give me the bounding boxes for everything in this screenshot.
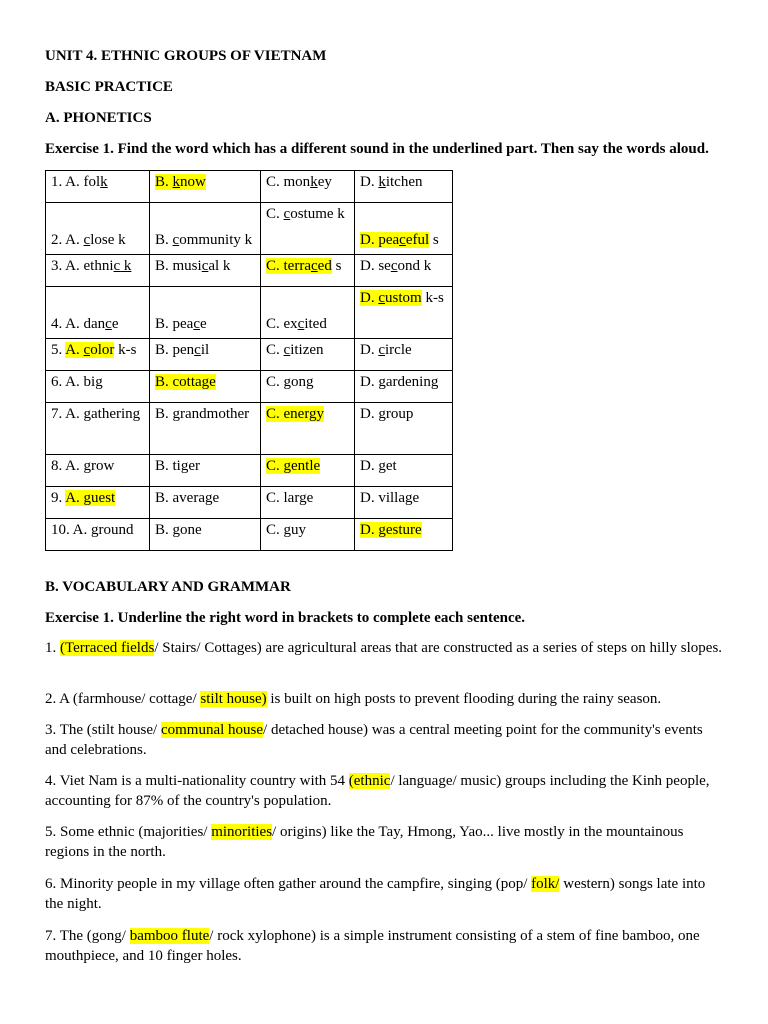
text-run: round bbox=[98, 522, 134, 538]
text-run: C. bbox=[266, 374, 284, 390]
text-run: D. villa bbox=[360, 490, 405, 506]
text-run: e bbox=[200, 316, 207, 332]
option-cell-a bbox=[46, 287, 150, 339]
text-run: il bbox=[200, 342, 210, 358]
text-run: D. bbox=[360, 174, 379, 190]
sentence-item bbox=[45, 874, 725, 914]
text-run: C. bbox=[266, 458, 284, 474]
text-run: g bbox=[378, 374, 386, 390]
option-cell-b bbox=[150, 371, 261, 403]
text-run: B. cotta bbox=[155, 374, 202, 390]
table-row bbox=[46, 255, 453, 287]
text-run: minorities bbox=[211, 824, 273, 840]
text-run: k bbox=[172, 174, 181, 190]
text-run: B. bbox=[155, 232, 173, 248]
text-run: D. bbox=[360, 374, 379, 390]
unit-title: UNIT 4. ETHNIC GROUPS OF VIETNAM bbox=[45, 48, 327, 64]
sentence-item bbox=[45, 689, 725, 709]
text-run: 7. A. bbox=[51, 406, 84, 422]
text-run: entle bbox=[291, 458, 321, 474]
sentence-item bbox=[45, 822, 725, 862]
text-run: g bbox=[378, 406, 386, 422]
sentence-item bbox=[45, 638, 725, 658]
option-cell-d bbox=[355, 519, 453, 551]
option-cell-d bbox=[355, 339, 453, 371]
text-run: olor bbox=[90, 342, 115, 358]
option-cell-d bbox=[355, 287, 453, 339]
text-run: randmother bbox=[180, 406, 250, 422]
text-run: c bbox=[194, 342, 201, 358]
text-run: B. ti bbox=[155, 458, 181, 474]
table-row bbox=[46, 171, 453, 203]
option-cell-a bbox=[46, 203, 150, 255]
text-run: ited bbox=[304, 316, 327, 332]
text-run: k-s bbox=[421, 290, 444, 306]
text-run: c bbox=[83, 342, 91, 358]
text-run: e bbox=[212, 490, 220, 506]
table-row bbox=[46, 519, 453, 551]
option-cell-d bbox=[355, 487, 453, 519]
text-run: g bbox=[378, 458, 386, 474]
practice-heading: BASIC PRACTICE bbox=[45, 79, 173, 95]
option-cell-a bbox=[46, 455, 150, 487]
option-cell-d bbox=[355, 255, 453, 287]
text-run: lose k bbox=[90, 232, 126, 248]
text-run: one bbox=[180, 522, 202, 538]
text-run: e bbox=[412, 490, 420, 506]
text-run: k-s bbox=[114, 342, 137, 358]
text-run: C. ex bbox=[266, 316, 298, 332]
text-run: itchen bbox=[385, 174, 423, 190]
text-run: C. bbox=[266, 342, 284, 358]
text-run: g bbox=[172, 406, 181, 422]
option-cell-b bbox=[150, 255, 261, 287]
text-run: g bbox=[204, 490, 213, 506]
text-run: row bbox=[91, 458, 115, 474]
text-run: g bbox=[83, 490, 92, 506]
text-run: ostume k bbox=[290, 206, 345, 222]
text-run: D. bbox=[360, 342, 379, 358]
option-cell-b bbox=[150, 487, 261, 519]
text-run: D. bbox=[360, 290, 379, 306]
option-cell-c bbox=[261, 171, 355, 203]
text-run: 6. A. bi bbox=[51, 374, 96, 390]
option-cell-c bbox=[261, 203, 355, 255]
text-run: k bbox=[100, 174, 108, 190]
text-run: C. bbox=[266, 522, 284, 538]
exercise-b1-instruction: Exercise 1. Underline the right word in brackets to complete each sentence. bbox=[45, 610, 526, 626]
text-run: (ethnic bbox=[348, 773, 391, 789]
text-run: 5. Some ethnic (majorities/ bbox=[45, 824, 212, 840]
option-cell-c bbox=[261, 371, 355, 403]
text-run: ircle bbox=[385, 342, 412, 358]
text-run: athering bbox=[91, 406, 141, 422]
text-run: B. musi bbox=[155, 258, 202, 274]
text-run: c bbox=[113, 258, 121, 274]
text-run: communal house bbox=[160, 722, 264, 738]
option-cell-b bbox=[150, 519, 261, 551]
text-run: ed bbox=[317, 258, 332, 274]
option-cell-a bbox=[46, 487, 150, 519]
table-row bbox=[46, 203, 453, 255]
text-run: ong bbox=[291, 374, 314, 390]
text-run: c bbox=[105, 316, 112, 332]
text-run: g bbox=[83, 458, 92, 474]
option-cell-d bbox=[355, 371, 453, 403]
option-cell-c bbox=[261, 519, 355, 551]
text-run: s bbox=[429, 232, 439, 248]
text-run: D. bbox=[360, 458, 379, 474]
text-run: / origins) like the Tay, Hmong, Yao... live mostly in the mountainous regions in the north. bbox=[45, 824, 684, 860]
text-run: g bbox=[201, 374, 210, 390]
option-cell-a bbox=[46, 339, 150, 371]
option-cell-a bbox=[46, 403, 150, 455]
text-run: c bbox=[378, 290, 386, 306]
text-run: B. bbox=[155, 174, 173, 190]
text-run: B. pen bbox=[155, 342, 195, 358]
text-run: D. bbox=[360, 522, 379, 538]
text-run: esture bbox=[385, 522, 422, 538]
option-cell-d bbox=[355, 403, 453, 455]
text-run: / detached house) was a central meeting point for the community's events and celebrations. bbox=[45, 722, 703, 758]
text-run: (Terraced fields bbox=[60, 640, 155, 656]
text-run: c bbox=[399, 232, 406, 248]
option-cell-b bbox=[150, 455, 261, 487]
text-run: 3. The (stilt house/ bbox=[45, 722, 161, 738]
text-run: et bbox=[385, 458, 397, 474]
section-a-heading: A. PHONETICS bbox=[45, 110, 152, 126]
exercise-a1-instruction: Exercise 1. Find the word which has a different sound in the underlined part. Then say the words aloud. bbox=[45, 141, 709, 157]
text-run: ond k bbox=[397, 258, 432, 274]
text-run: ardening bbox=[385, 374, 439, 390]
option-cell-c bbox=[261, 403, 355, 455]
option-cell-b bbox=[150, 339, 261, 371]
section-b-heading: B. VOCABULARY AND GRAMMAR bbox=[45, 579, 291, 595]
text-run: g bbox=[283, 374, 292, 390]
text-run: C. mon bbox=[266, 174, 311, 190]
text-run: stilt house) bbox=[200, 691, 267, 707]
table-row bbox=[46, 371, 453, 403]
text-run: er bbox=[188, 458, 200, 474]
text-run: ey bbox=[317, 174, 332, 190]
text-run: g bbox=[283, 458, 292, 474]
text-run: B. bbox=[155, 406, 173, 422]
text-run: g bbox=[172, 522, 181, 538]
text-run: al k bbox=[208, 258, 231, 274]
text-run: 7. The (gong/ bbox=[45, 928, 130, 944]
text-run: c bbox=[310, 258, 318, 274]
text-run: D. se bbox=[360, 258, 391, 274]
text-run: C. bbox=[266, 206, 284, 222]
text-run: 2. A (farmhouse/ cottage/ bbox=[45, 691, 201, 707]
text-run: 4. A. dan bbox=[51, 316, 106, 332]
text-run: g bbox=[283, 522, 292, 538]
text-run: g bbox=[299, 490, 307, 506]
sentence-item bbox=[45, 771, 725, 811]
text-run: 9. bbox=[51, 490, 66, 506]
option-cell-b bbox=[150, 171, 261, 203]
text-run: / rock xylophone) is a simple instrument consisting of a stem of fine bamboo, one mouthpiece, and 10 finger holes. bbox=[45, 928, 700, 964]
text-run: D. bbox=[360, 406, 379, 422]
text-run: k bbox=[310, 174, 318, 190]
text-run: c bbox=[297, 316, 305, 332]
text-run: g bbox=[309, 406, 317, 422]
option-cell-a bbox=[46, 171, 150, 203]
text-run: c bbox=[390, 258, 398, 274]
text-run: B. pea bbox=[155, 316, 194, 332]
table-row bbox=[46, 287, 453, 339]
text-run: C. lar bbox=[266, 490, 300, 506]
table-row bbox=[46, 487, 453, 519]
text-run: 4. Viet Nam is a multi-nationality country with 54 bbox=[45, 773, 349, 789]
text-run: g bbox=[95, 374, 103, 390]
text-run: ommunity k bbox=[179, 232, 253, 248]
text-run: c bbox=[378, 342, 386, 358]
text-run: 10. A. bbox=[51, 522, 92, 538]
sentence-item bbox=[45, 720, 725, 760]
text-run: 1. A. fol bbox=[51, 174, 101, 190]
text-run: C. ener bbox=[266, 406, 310, 422]
option-cell-c bbox=[261, 487, 355, 519]
text-run: y bbox=[316, 406, 325, 422]
text-run: c bbox=[172, 232, 180, 248]
text-run: B. avera bbox=[155, 490, 205, 506]
table-row bbox=[46, 403, 453, 455]
option-cell-c bbox=[261, 339, 355, 371]
table-row bbox=[46, 455, 453, 487]
text-run: A. bbox=[65, 490, 84, 506]
text-run: bamboo flute bbox=[129, 928, 210, 944]
text-run: k bbox=[120, 258, 132, 274]
option-cell-b bbox=[150, 403, 261, 455]
option-cell-c bbox=[261, 287, 355, 339]
text-run: e bbox=[306, 490, 314, 506]
text-run: s bbox=[331, 258, 342, 274]
text-run: e bbox=[209, 374, 216, 390]
phonetics-table bbox=[45, 170, 453, 551]
option-cell-d bbox=[355, 171, 453, 203]
option-cell-c bbox=[261, 255, 355, 287]
text-run: e bbox=[111, 316, 119, 332]
option-cell-a bbox=[46, 519, 150, 551]
option-cell-a bbox=[46, 255, 150, 287]
text-run: 1. bbox=[45, 640, 60, 656]
text-run: eful bbox=[405, 232, 430, 248]
option-cell-a bbox=[46, 371, 150, 403]
text-run: uy bbox=[291, 522, 307, 538]
text-run: A. bbox=[65, 342, 84, 358]
text-run: g bbox=[180, 458, 189, 474]
text-run: 6. Minority people in my village often gather around the campfire, singing (pop/ bbox=[45, 876, 532, 892]
text-run: is built on high posts to prevent flooding during the rainy season. bbox=[266, 691, 662, 707]
text-run: c bbox=[283, 342, 291, 358]
sentence-item bbox=[45, 926, 725, 966]
text-run: c bbox=[283, 206, 291, 222]
text-run: / Stairs/ Cottages) are agricultural areas that are constructed as a series of steps on hilly slopes. bbox=[154, 640, 723, 656]
text-run: / language/ music) groups including the Kinh people, accounting for 87% of the country's population. bbox=[45, 773, 710, 809]
text-run: 8. A. bbox=[51, 458, 84, 474]
text-run: now bbox=[180, 174, 206, 190]
text-run: 2. A. bbox=[51, 232, 84, 248]
option-cell-b bbox=[150, 287, 261, 339]
text-run: 3. A. ethni bbox=[51, 258, 114, 274]
table-row bbox=[46, 339, 453, 371]
option-cell-c bbox=[261, 455, 355, 487]
text-run: C. terra bbox=[266, 258, 311, 274]
text-run: D. pea bbox=[360, 232, 400, 248]
text-run: itizen bbox=[290, 342, 324, 358]
text-run: ustom bbox=[385, 290, 422, 306]
option-cell-b bbox=[150, 203, 261, 255]
option-cell-d bbox=[355, 455, 453, 487]
text-run: g bbox=[378, 522, 386, 538]
text-run: c bbox=[83, 232, 91, 248]
text-run: g bbox=[91, 522, 99, 538]
text-run: western) songs late into the night. bbox=[45, 876, 706, 912]
text-run: roup bbox=[385, 406, 414, 422]
text-run: g bbox=[83, 406, 92, 422]
text-run: g bbox=[405, 490, 413, 506]
text-run: uest bbox=[91, 490, 116, 506]
text-run: folk/ bbox=[531, 876, 560, 892]
text-run: c bbox=[201, 258, 209, 274]
text-run: 5. bbox=[51, 342, 66, 358]
text-run: c bbox=[193, 316, 200, 332]
text-run: B. bbox=[155, 522, 173, 538]
text-run: k bbox=[378, 174, 386, 190]
option-cell-d bbox=[355, 203, 453, 255]
